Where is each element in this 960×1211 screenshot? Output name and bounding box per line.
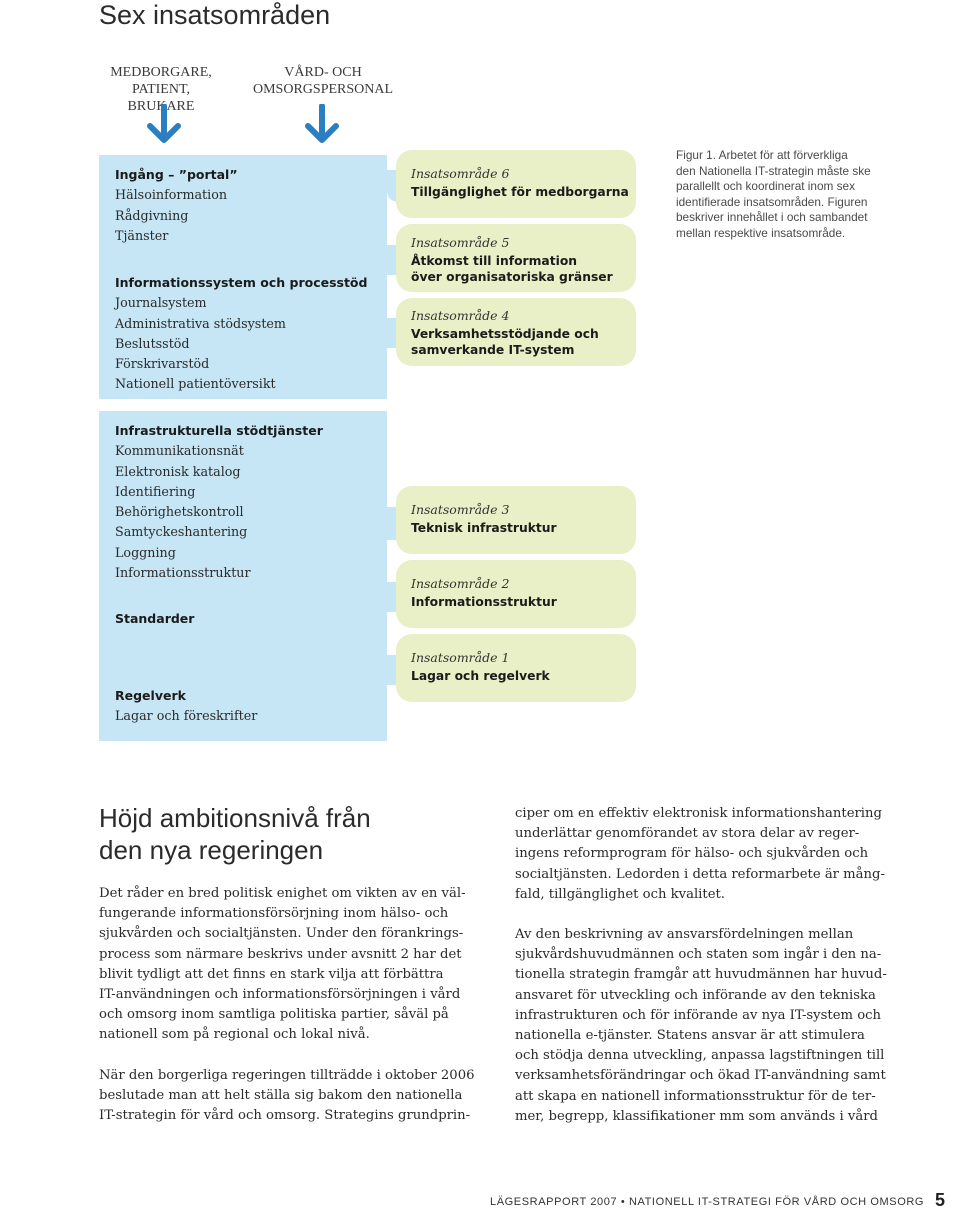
list-item: Kommunikationsnät (115, 443, 244, 459)
list-item: Informationsstruktur (115, 565, 251, 581)
text-line: beslutade man att helt ställa sig bakom den nationella (99, 1087, 463, 1103)
list-item: Samtyckeshantering (115, 524, 248, 540)
text-line: När den borgerliga regeringen tillträdde i oktober 2006 (99, 1067, 475, 1083)
paragraph (99, 1066, 479, 1127)
insatsomrade-label: Insatsområde 6 (411, 166, 510, 181)
text-line: socialtjänsten. Ledorden i detta reformarbete är mång- (515, 866, 885, 882)
page-title: Sex insatsområden (99, 0, 331, 30)
insatsomrade-label: Insatsområde 4 (411, 308, 510, 323)
standards-title: Standarder (115, 611, 195, 626)
insatsomrade-title: Teknisk infrastruktur (411, 521, 557, 535)
paragraph (515, 804, 905, 905)
caption-line: Figur 1. Arbetet för att förverkliga (676, 148, 848, 162)
text-line: IT-användningen och informationsförsörjningen i vård (99, 987, 461, 1003)
heading-line: Höjd ambitionsnivå från (99, 803, 371, 833)
insatsomrade-6-text (411, 166, 629, 201)
standards-section (115, 609, 380, 629)
text-line: ansvaret för utveckling och införande av den tekniska (515, 987, 876, 1003)
section-heading (99, 802, 371, 866)
caption-line: beskriver innehållet i och sambandet (676, 210, 868, 225)
text-line: sjukvården och socialtjänsten. Under den förankrings- (99, 926, 464, 942)
figure-caption (676, 148, 904, 242)
text-line: IT-strategin för vård och omsorg. Strategins grundprin- (99, 1108, 471, 1124)
text-line: att skapa en nationell informationsstruktur för de ter- (515, 1088, 876, 1104)
page-number: 5 (935, 1190, 946, 1210)
list-item: Nationell patientöversikt (115, 376, 276, 392)
arrow-down-icon (146, 104, 182, 146)
insatsomrade-title: samverkande IT-system (411, 342, 575, 357)
text-line: ingens reformprogram för hälso- och sjukvården och (515, 846, 869, 862)
infra-title: Infrastrukturella stödtjänster (115, 423, 323, 438)
list-item: Administrativa stödsystem (115, 315, 286, 331)
caption-line: identifierade insatsområden. Figuren (676, 194, 868, 209)
caption-line: parallellt och koordinerat inom sex (676, 179, 856, 194)
insatsomrade-title: Informationsstruktur (411, 595, 557, 609)
list-item: Journalsystem (115, 295, 207, 311)
list-item: Förskrivarstöd (115, 356, 210, 372)
text-line: ciper om en effektiv elektronisk informationshantering (515, 806, 882, 821)
text-line: nationella e-tjänster. Statens ansvar är att stimulera (515, 1028, 865, 1044)
list-item: Rådgivning (115, 207, 189, 223)
systems-title: Informationssystem och processtöd (115, 275, 368, 290)
rules-section (115, 686, 380, 727)
insatsomrade-title: över organisatoriska gränser (411, 269, 613, 284)
text-line: fald, tillgänglighet och kvalitet. (515, 886, 725, 902)
list-item: Elektronisk katalog (115, 463, 241, 479)
insatsomrade-label: Insatsområde 5 (411, 235, 510, 250)
paragraph (99, 884, 479, 1046)
arrow-down-icon (304, 104, 340, 146)
text-line: blivit tydligt att det finns en stark vilja att förbättra (99, 966, 444, 982)
insatsomrade-1-text (411, 650, 550, 685)
text-line: mer, begrepp, klassifikationer mm som används i vård (515, 1108, 878, 1124)
insatsomrade-label: Insatsområde 3 (411, 502, 510, 517)
audience-line: VÅRD- OCH (284, 65, 362, 80)
insatsomrade-label: Insatsområde 1 (411, 650, 510, 665)
audience-staff (253, 64, 393, 98)
text-line: tionella strategin framgår att huvudmännen har huvud- (515, 967, 887, 983)
portal-section (115, 165, 380, 246)
list-item: Behörighetskontroll (115, 504, 244, 520)
list-item: Beslutsstöd (115, 335, 190, 351)
insatsomrade-title: Åtkomst till information (411, 254, 578, 268)
portal-title: Ingång – ”portal” (115, 167, 238, 182)
list-item: Identifiering (115, 483, 196, 499)
audience-line: PATIENT, BRUKARE (127, 82, 195, 114)
insatsomrade-2-text (411, 576, 557, 611)
rules-title: Regelverk (115, 688, 186, 703)
list-item: Loggning (115, 544, 176, 560)
audience-line: OMSORGSPERSONAL (253, 82, 394, 97)
body-column-1 (99, 884, 479, 1126)
body-column-2 (515, 804, 905, 1127)
footer-text: LÄGESRAPPORT 2007 • NATIONELL IT-STRATEGI FÖR VÅRD OCH OMSORG (490, 1196, 925, 1208)
insatsomrade-title: Lagar och regelverk (411, 669, 550, 683)
audience-line: MEDBORGARE, (110, 65, 212, 80)
infra-section (115, 421, 380, 583)
heading-line: den nya regeringen (99, 835, 324, 865)
text-line: och omsorg inom samtliga politiska partier, såväl på (99, 1007, 449, 1023)
list-item: Tjänster (115, 227, 169, 243)
insatsomrade-5-text (411, 235, 613, 285)
insatsomrade-3-text (411, 502, 557, 537)
text-line: process som närmare beskrivs under avsnitt 2 har det (99, 946, 462, 962)
text-line: sjukvårdshuvudmännen och staten som ingår i den na- (515, 947, 882, 963)
list-item: Hälsoinformation (115, 187, 228, 203)
insatsomrade-label: Insatsområde 2 (411, 576, 510, 591)
insatsomrade-title: Tillgänglighet för medborgarna (411, 185, 629, 199)
text-line: Det råder en bred politisk enighet om vikten av en väl- (99, 886, 466, 901)
text-line: Av den beskrivning av ansvarsfördelningen mellan (515, 927, 854, 943)
insatsomrade-title: Verksamhetsstödjande och (411, 327, 599, 341)
text-line: infrastrukturen och för införande av nya IT-system och (515, 1007, 882, 1023)
text-line: verksamhetsförändringar och ökad IT-användning samt (515, 1068, 886, 1084)
list-item: Lagar och föreskrifter (115, 708, 258, 724)
text-line: och stödja denna utveckling, anpassa lagstiftningen till (515, 1048, 885, 1064)
text-line: underlättar genomförandet av stora delar av reger- (515, 826, 860, 842)
insatsomrade-4-text (411, 308, 599, 358)
systems-section (115, 273, 380, 395)
text-line: nationell som på regional och lokal nivå. (99, 1027, 370, 1043)
paragraph (515, 925, 905, 1127)
caption-line: den Nationella IT-strategin måste ske (676, 163, 871, 178)
caption-line: mellan respektive insatsområde. (676, 225, 846, 240)
text-line: fungerande informationsförsörjning inom hälso- och (99, 906, 449, 922)
